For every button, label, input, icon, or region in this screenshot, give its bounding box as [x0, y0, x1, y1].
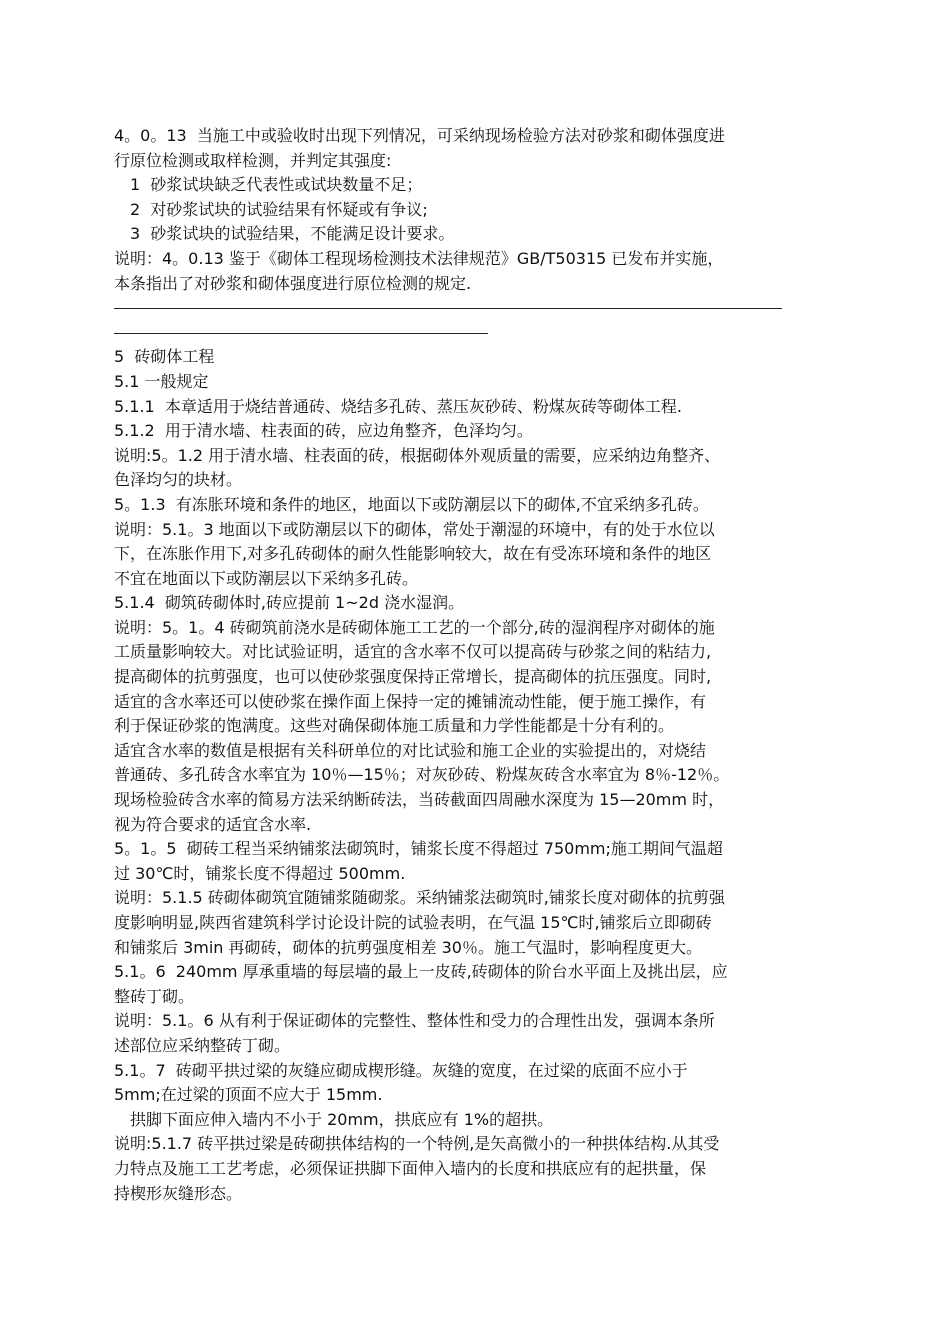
text-line: 色泽均匀的块材。	[114, 470, 243, 490]
section-heading: 5 砖砌体工程	[114, 347, 215, 367]
text-line: 说明：5.1。3 地面以下或防潮层以下的砌体，常处于潮湿的环境中，有的处于水位以	[114, 519, 715, 539]
text-line: 5.1.2 用于清水墙、柱表面的砖，应边角整齐，色泽均匀。	[114, 421, 533, 441]
text-line: 度影响明显,陕西省建筑科学讨论设计院的试验表明，在气温 15℃时,铺浆后立即砌砖	[114, 913, 712, 932]
text-line: 说明：5.1.5 砖砌体砌筑宜随铺浆随砌浆。采纳铺浆法砌筑时,铺浆长度对砌体的抗剪强	[114, 888, 725, 908]
text-line: 5.1.4 砌筑砖砌体时,砖应提前 1~2d 浇水湿润。	[114, 593, 465, 613]
text-line: 5.1。7 砖砌平拱过梁的灰缝应砌成楔形缝。灰缝的宽度，在过梁的底面不应小于	[114, 1060, 688, 1080]
text-line: 适宜含水率的数值是根据有关科研单位的对比试验和施工企业的实验提出的，对烧结	[114, 740, 707, 760]
list-item: 2 对砂浆试块的试验结果有怀疑或有争议;	[130, 199, 428, 219]
text-line: 现场检验砖含水率的简易方法采纳断砖法，当砖截面四周融水深度为 15—20mm 时，	[114, 790, 725, 810]
list-item: 3 砂浆试块的试验结果，不能满足设计要求。	[130, 224, 455, 244]
subsection-heading: 5.1 一般规定	[114, 371, 209, 391]
text-line: 4。0。13 当施工中或验收时出现下列情况，可采纳现场检验方法对砂浆和砌体强度进	[114, 126, 725, 145]
text-line: 拱脚下面应伸入墙内不小于 20mm，拱底应有 1%的超拱。	[130, 1109, 554, 1129]
text-line: 说明:5。1.2 用于清水墙、柱表面的砖，根据砌体外观质量的需要，应采纳边角整齐、	[114, 445, 721, 465]
text-line: 说明：5。1。4 砖砌筑前浇水是砖砌体施工工艺的一个部分,砖的湿润程序对砌体的施	[114, 617, 715, 637]
text-line: 视为符合要求的适宜含水率.	[114, 814, 312, 834]
text-line: 不宜在地面以下或防潮层以下采纳多孔砖。	[114, 568, 419, 588]
text-line: 说明:5.1.7 砖平拱过梁是砖砌拱体结构的一个特例,是矢高微小的一种拱体结构.从其受	[114, 1134, 720, 1154]
text-line: 整砖丁砌。	[114, 986, 195, 1006]
text-line: 5.1。6 240mm 厚承重墙的每层墙的最上一皮砖,砖砌体的阶台水平面上及挑出层，应	[114, 962, 728, 982]
text-line: 工质量影响较大。对比试验证明，适宜的含水率不仅可以提高砖与砂浆之间的粘结力,	[114, 642, 712, 662]
text-line: 和铺浆后 3min 再砌砖，砌体的抗剪强度相差 30％。施工气温时，影响程度更大。	[114, 937, 702, 957]
list-item: 1 砂浆试块缺乏代表性或试块数量不足；	[130, 175, 423, 195]
text-line: 利于保证砂浆的饱满度。这些对确保砌体施工质量和力学性能都是十分有利的。	[114, 716, 675, 736]
text-line: 述部位应采纳整砖丁砌。	[114, 1035, 291, 1055]
text-line: 过 30℃时，铺浆长度不得超过 500mm.	[114, 863, 406, 883]
document-page	[114, 124, 844, 1206]
text-line: 5.1.1 本章适用于烧结普通砖、烧结多孔砖、蒸压灰砂砖、粉煤灰砖等砌体工程.	[114, 396, 682, 416]
text-line: 说明：5.1。6 从有利于保证砌体的完整性、整体性和受力的合理性出发，强调本条所	[114, 1011, 715, 1031]
text-line: 普通砖、多孔砖含水率宜为 10％—15％；对灰砂砖、粉煤灰砖含水率宜为 8％-12％。	[114, 765, 730, 785]
text-line: 下，在冻胀作用下,对多孔砖砌体的耐久性能影响较大，故在有受冻环境和条件的地区	[114, 544, 712, 564]
text-line: 力特点及施工工艺考虑，必须保证拱脚下面伸入墙内的长度和拱底应有的起拱量，保	[114, 1158, 707, 1178]
text-line: 5。1.3 有冻胀环境和条件的地区，地面以下或防潮层以下的砌体,不宜采纳多孔砖。	[114, 494, 709, 514]
text-line: 说明：4。0.13 鉴于《砌体工程现场检测技术法律规范》GB/T50315 已发布并实施，	[114, 248, 724, 268]
text-line: 适宜的含水率还可以使砂浆在操作面上保持一定的摊铺流动性能，便于施工操作，有	[114, 691, 707, 711]
text-line: 行原位检测或取样检测，并判定其强度:	[114, 150, 392, 170]
text-line: 提高砌体的抗剪强度，也可以使砂浆强度保持正常增长，提高砌体的抗压强度。同时,	[114, 667, 712, 687]
horizontal-rule	[114, 321, 488, 346]
text-line: 5mm;在过梁的顶面不应大于 15mm.	[114, 1085, 383, 1105]
text-line: 5。1。5 砌砖工程当采纳铺浆法砌筑时，铺浆长度不得超过 750mm;施工期间气温超	[114, 839, 723, 859]
text-line: 持楔形灰缝形态。	[114, 1183, 243, 1203]
text-line: 本条指出了对砂浆和砌体强度进行原位检测的规定.	[114, 273, 472, 293]
horizontal-rule	[114, 296, 782, 321]
